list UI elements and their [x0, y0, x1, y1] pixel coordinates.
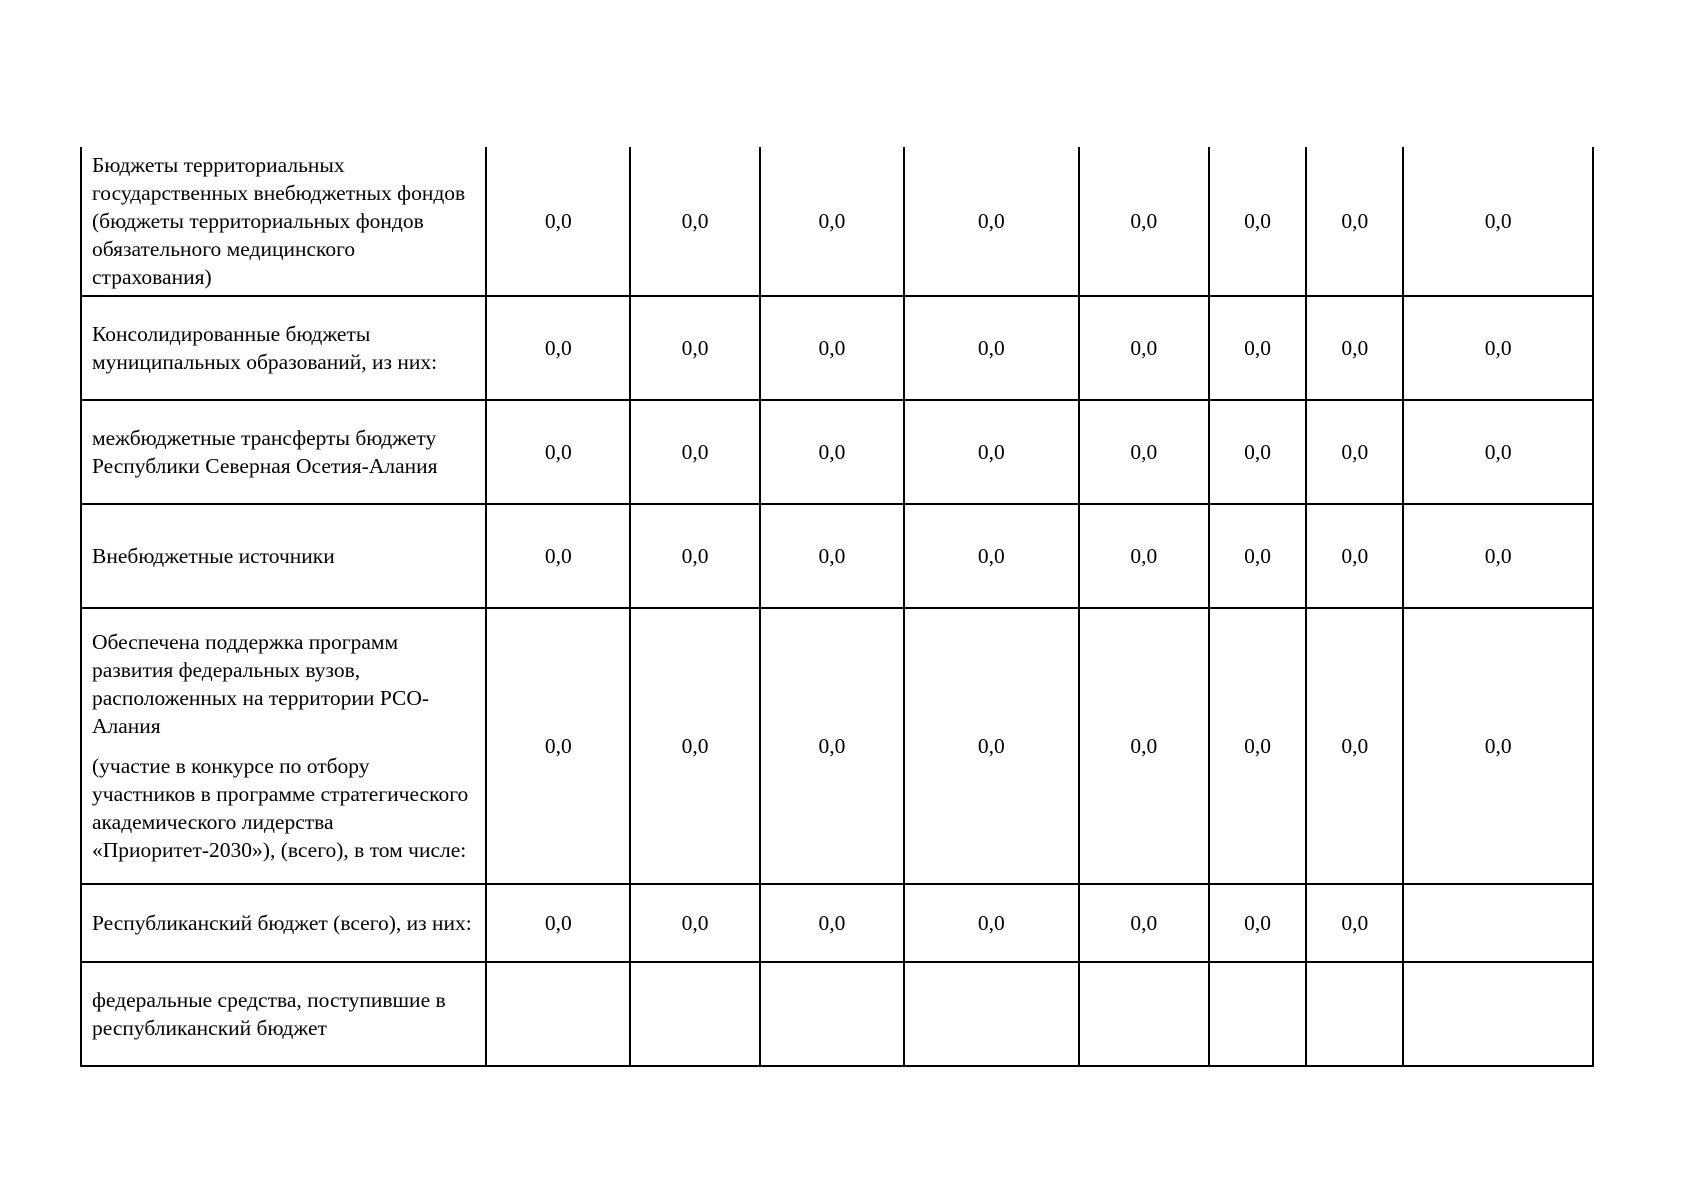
value-cell: 0,0: [630, 296, 759, 400]
row-label: Бюджеты территориальных государственных внебюджетных фондов (бюджеты территориальных фондов обязательного медицинского страхования): [81, 147, 486, 296]
value-cell: 0,0: [1306, 608, 1403, 884]
value-cell: 0,0: [630, 504, 759, 608]
value-cell: 0,0: [1209, 608, 1306, 884]
value-cell: 0,0: [760, 400, 904, 504]
value-cell: [1079, 962, 1209, 1066]
value-cell: 0,0: [630, 884, 759, 962]
value-cell: 0,0: [486, 147, 630, 296]
value-cell: 0,0: [630, 147, 759, 296]
value-cell: 0,0: [1403, 147, 1593, 296]
value-cell: 0,0: [486, 296, 630, 400]
table-row: [81, 147, 1593, 296]
row-label: межбюджетные трансферты бюджету Республики Северная Осетия-Алания: [81, 400, 486, 504]
value-cell: [760, 962, 904, 1066]
value-cell: [630, 962, 759, 1066]
value-cell: 0,0: [1079, 147, 1209, 296]
value-cell: 0,0: [1209, 400, 1306, 504]
table-row: [81, 884, 1593, 962]
row-label: Внебюджетные источники: [81, 504, 486, 608]
value-cell: [1209, 962, 1306, 1066]
row-label: федеральные средства, поступившие в республиканский бюджет: [81, 962, 486, 1066]
value-cell: 0,0: [1306, 296, 1403, 400]
value-cell: 0,0: [1209, 504, 1306, 608]
row-label: Обеспечена поддержка программ развития федеральных вузов, расположенных на территории РСО-Алания (участие в конкурсе по отбору участников в программе стратегического академического лидерства «Приоритет-2030»), (всего), в том числе:: [81, 608, 486, 884]
value-cell: 0,0: [486, 504, 630, 608]
value-cell: 0,0: [1306, 504, 1403, 608]
value-cell: 0,0: [760, 504, 904, 608]
value-cell: 0,0: [1403, 296, 1593, 400]
value-cell: 0,0: [486, 884, 630, 962]
value-cell: 0,0: [1209, 147, 1306, 296]
table-row: [81, 296, 1593, 400]
value-cell: 0,0: [904, 884, 1078, 962]
value-cell: 0,0: [630, 608, 759, 884]
budget-table: [80, 147, 1594, 1067]
value-cell: 0,0: [1403, 608, 1593, 884]
value-cell: 0,0: [760, 608, 904, 884]
value-cell: [904, 962, 1078, 1066]
value-cell: 0,0: [904, 608, 1078, 884]
value-cell: [1403, 884, 1593, 962]
value-cell: 0,0: [1079, 884, 1209, 962]
value-cell: [1306, 962, 1403, 1066]
value-cell: 0,0: [1209, 296, 1306, 400]
value-cell: 0,0: [486, 400, 630, 504]
value-cell: 0,0: [904, 296, 1078, 400]
value-cell: [1403, 962, 1593, 1066]
row-label: Республиканский бюджет (всего), из них:: [81, 884, 486, 962]
table-row: [81, 504, 1593, 608]
table-row: [81, 962, 1593, 1066]
value-cell: [486, 962, 630, 1066]
value-cell: 0,0: [760, 296, 904, 400]
value-cell: 0,0: [904, 400, 1078, 504]
value-cell: 0,0: [1306, 884, 1403, 962]
value-cell: 0,0: [904, 504, 1078, 608]
value-cell: 0,0: [486, 608, 630, 884]
table-row: [81, 400, 1593, 504]
row-label: Консолидированные бюджеты муниципальных образований, из них:: [81, 296, 486, 400]
value-cell: 0,0: [1306, 147, 1403, 296]
value-cell: 0,0: [1209, 884, 1306, 962]
table-row: [81, 608, 1593, 884]
value-cell: 0,0: [630, 400, 759, 504]
value-cell: 0,0: [1079, 608, 1209, 884]
value-cell: 0,0: [1079, 504, 1209, 608]
value-cell: 0,0: [1079, 400, 1209, 504]
value-cell: 0,0: [904, 147, 1078, 296]
value-cell: 0,0: [760, 147, 904, 296]
value-cell: 0,0: [1403, 400, 1593, 504]
value-cell: 0,0: [1079, 296, 1209, 400]
value-cell: 0,0: [1403, 504, 1593, 608]
value-cell: 0,0: [760, 884, 904, 962]
value-cell: 0,0: [1306, 400, 1403, 504]
